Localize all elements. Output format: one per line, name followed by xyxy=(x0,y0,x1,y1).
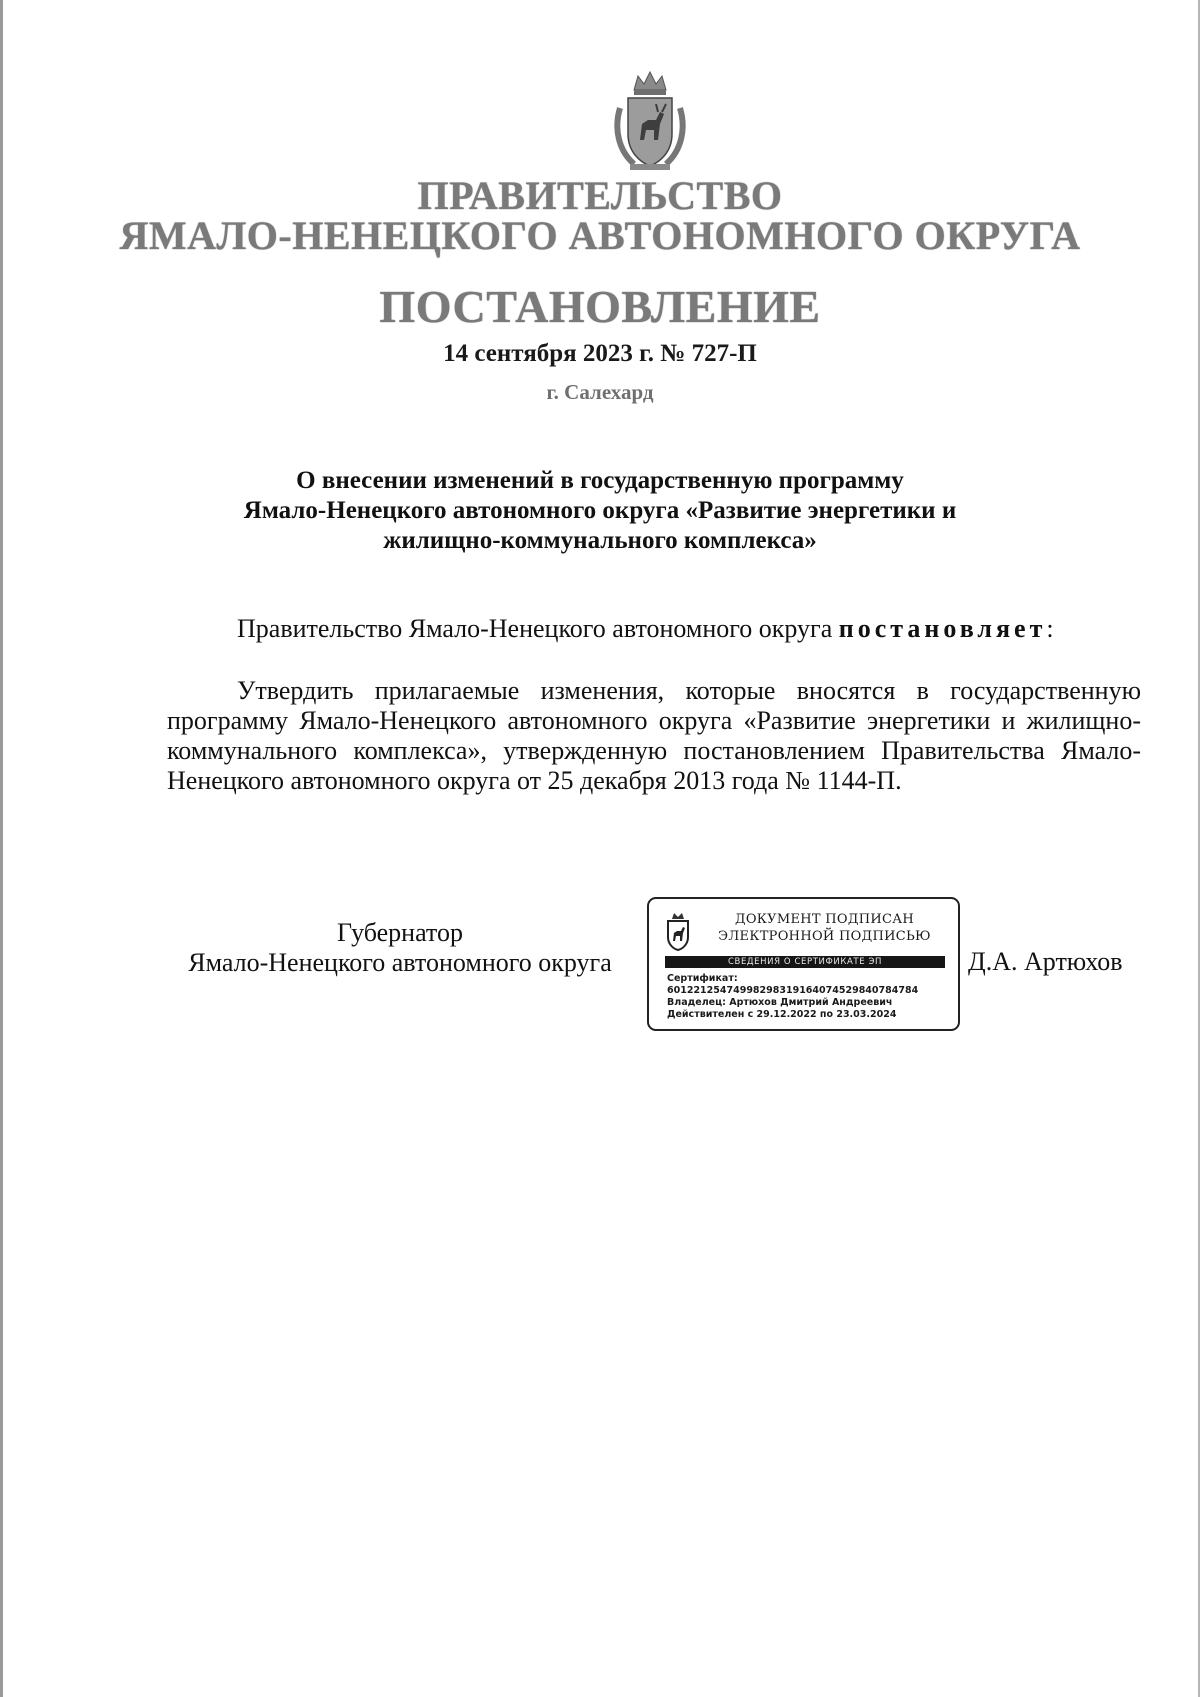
decree-paragraph: Утвердить прилагаемые изменения, которые вносятся в государственную программу Ямало-Ненецкого автономного округа «Развитие энергетики и жилищно-коммунального комплекса», утвержденную постановлением Правительства Ямало-Ненецкого автономного округа от 25 декабря 2013 года № 1144-П. xyxy=(167,676,1141,795)
resolving-clause xyxy=(237,614,1054,644)
stamp-heading-line2: ЭЛЕКТРОННОЙ ПОДПИСЬЮ xyxy=(718,929,931,944)
city: г. Салехард xyxy=(546,380,654,404)
decree-title-line: О внесении изменений в государственную программу xyxy=(296,467,904,494)
signer-position xyxy=(167,918,633,978)
decree-title-line: жилищно-коммунального комплекса» xyxy=(383,527,817,554)
resolving-clause-prefix: Правительство Ямало-Ненецкого автономного округа xyxy=(237,614,839,643)
decree-body xyxy=(167,676,1141,796)
decree-title-line: Ямало-Ненецкого автономного округа «Развитие энергетики и xyxy=(243,497,957,524)
electronic-signature-stamp xyxy=(647,897,960,1031)
certificate-owner: Владелец: Артюхов Дмитрий Андреевич xyxy=(667,997,893,1008)
date-and-number: 14 сентября 2023 г. № 727-П xyxy=(443,340,757,367)
signer-position-line1: Губернатор xyxy=(337,918,463,947)
coat-of-arms-small-icon xyxy=(663,911,693,951)
coat-of-arms-icon xyxy=(612,68,688,172)
signer-name: Д.А. Артюхов xyxy=(968,947,1123,976)
government-title-line1: ПРАВИТЕЛЬСТВО xyxy=(417,173,783,218)
resolving-word: постановляет xyxy=(838,614,1047,643)
certificate-label: Сертификат: xyxy=(667,973,738,984)
stamp-certificate-info xyxy=(667,973,918,1021)
stamp-heading xyxy=(697,911,952,945)
decree-title xyxy=(0,466,1200,556)
document-type: ПОСТАНОВЛЕНИЕ xyxy=(379,281,821,332)
stamp-heading-line1: ДОКУМЕНТ ПОДПИСАН xyxy=(734,912,915,927)
certificate-value: 60122125474998298319164074529840784784 xyxy=(667,985,919,996)
government-title-line2: ЯМАЛО-НЕНЕЦКОГО АВТОНОМНОГО ОКРУГА xyxy=(119,213,1081,258)
certificate-validity: Действителен с 29.12.2022 по 23.03.2024 xyxy=(667,1009,897,1020)
stamp-certificate-bar: СВЕДЕНИЯ О СЕРТИФИКАТЕ ЭП xyxy=(665,956,945,968)
signer-position-line2: Ямало-Ненецкого автономного округа xyxy=(188,948,612,977)
resolving-clause-suffix: : xyxy=(1046,614,1054,643)
